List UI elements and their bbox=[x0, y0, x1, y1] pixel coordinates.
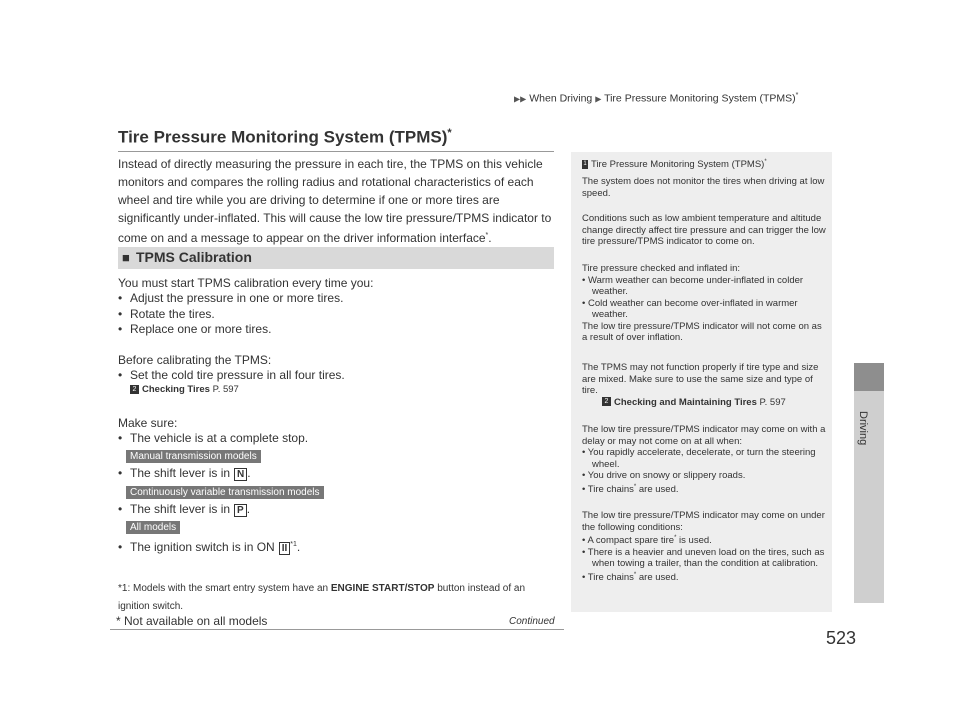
list-item: • Adjust the pressure in one or more tires. bbox=[118, 291, 344, 305]
footnote-button-name: ENGINE START/STOP bbox=[330, 583, 435, 594]
calibration-lead: You must start TPMS calibration every time you: bbox=[118, 276, 374, 290]
breadcrumb bbox=[514, 92, 798, 105]
sidebar-paragraph-6: The low tire pressure/TPMS indicator may come on under the following conditions: • A compact spare tire* is used. • There is a heavier and uneven load on the tires, such as when towing a trailer, than the condition at calibration. • Tire chains* are used. bbox=[582, 510, 827, 583]
bottom-divider bbox=[110, 629, 564, 630]
ignition-switch-item: • The ignition switch is in ON II $^{*1}$. bbox=[118, 540, 301, 554]
list-item: • You drive on snowy or slippery roads. bbox=[582, 470, 746, 481]
bullet-dot-icon: • bbox=[118, 306, 123, 321]
list-item: • You rapidly accelerate, decelerate, or turn the steering wheel. bbox=[582, 447, 816, 470]
section-title: TPMS Calibration bbox=[136, 249, 252, 265]
not-available-note: * Not available on all models bbox=[116, 614, 268, 628]
breadcrumb-arrow-icon: ▶ bbox=[595, 94, 602, 104]
footnote: *1: Models with the smart entry system have an ENGINE START/STOP button instead of an ignition switch. bbox=[118, 583, 526, 612]
page-title bbox=[118, 127, 452, 148]
sidebar-paragraph-1: The system does not monitor the tires when driving at low speed. bbox=[582, 176, 825, 199]
ignition-ii-key-icon: II bbox=[279, 542, 291, 555]
calibration-bullet-list bbox=[118, 291, 343, 338]
list-item: • Rotate the tires. bbox=[118, 306, 215, 321]
list-item: • A compact spare tire* is used. bbox=[582, 535, 712, 547]
reference-arrow-icon: 2 bbox=[130, 385, 139, 394]
title-divider bbox=[118, 151, 554, 152]
list-item: • Replace one or more tires. bbox=[118, 322, 272, 336]
list-item: • Warm weather can become under-inflated in colder weather. bbox=[582, 274, 804, 297]
page-title-text: Tire Pressure Monitoring System (TPMS) bbox=[118, 127, 448, 147]
bullet-dot-icon: • bbox=[118, 431, 123, 445]
continued-label: Continued bbox=[509, 616, 555, 627]
sidebar-paragraph-3: Tire pressure checked and inflated in: • Warm weather can become under-inflated in colder weather. • Cold weather can become over-inflated in warmer weather. The low tire pressure/TPMS indicator will not come on as a result of over inflation. bbox=[582, 263, 827, 344]
breadcrumb-item-when-driving[interactable]: When Driving bbox=[529, 92, 593, 105]
shift-n-key-icon: N bbox=[234, 468, 247, 481]
intro-paragraph bbox=[118, 155, 554, 247]
breadcrumb-mark: * bbox=[795, 92, 799, 99]
all-models-tag: All models bbox=[126, 521, 180, 534]
ignition-footnote-mark: *1 bbox=[290, 541, 297, 548]
sidebar-title: 1 Tire Pressure Monitoring System (TPMS)* bbox=[583, 159, 767, 171]
page-number: 523 bbox=[826, 628, 857, 648]
section-header bbox=[118, 247, 554, 269]
reference-arrow-icon: 2 bbox=[602, 397, 611, 406]
before-calibration-bullet: • Set the cold tire pressure in all four tires. bbox=[118, 368, 345, 382]
checking-tires-link[interactable]: 2 Checking Tires P. 597 bbox=[130, 384, 239, 395]
bullet-dot-icon: • bbox=[118, 368, 123, 382]
sidebar-paragraph-4: The TPMS may not function properly if tire type and size are mixed. Make sure to use the same size and type of tire. 2 Checking and Maintaining Tires P. 597 bbox=[582, 362, 827, 408]
sidebar-marker-icon: 1 bbox=[583, 161, 587, 168]
sidebar-paragraph-5: The low tire pressure/TPMS indicator may come on with a delay or may not come on at all when: • You rapidly accelerate, decelerate, or turn the steering wheel. • You drive on snowy or slippery roads. • Tire chains* are used. bbox=[582, 424, 826, 495]
manual-transmission-tag: Manual transmission models bbox=[126, 450, 261, 463]
intro-end: . bbox=[488, 231, 492, 245]
bullet-dot-icon: • bbox=[118, 540, 123, 554]
intro-mark: * bbox=[485, 232, 489, 239]
make-sure-bullet: • The vehicle is at a complete stop. bbox=[118, 431, 309, 445]
intro-text: Instead of directly measuring the pressure in each tire, the TPMS on this vehicle monitors and compares the rolling radius and rotational characteristics of each wheel and tire while you are driving to determine if one or more tires are significantly under-inflated. This will cause the low tire pressure/TPMS indicator to come on and a message to appear on the driver information interface bbox=[118, 157, 552, 245]
bullet-dot-icon: • bbox=[118, 291, 123, 305]
cvt-models-tag: Continuously variable transmission models bbox=[126, 486, 324, 499]
chapter-tab bbox=[854, 363, 884, 603]
section-square-icon: ■ bbox=[122, 250, 130, 265]
list-item: • There is a heavier and uneven load on the tires, such as when towing a trailer, than the condition at calibration. bbox=[582, 546, 825, 570]
shift-p-key-icon: P bbox=[234, 504, 247, 517]
shift-lever-n-item: • The shift lever is in N . bbox=[118, 466, 251, 480]
checking-maintaining-tires-link[interactable]: 2 Checking and Maintaining Tires P. 597 bbox=[582, 397, 827, 409]
breadcrumb-item-tpms[interactable]: Tire Pressure Monitoring System (TPMS) bbox=[604, 92, 796, 105]
chapter-tab-label[interactable]: Driving bbox=[857, 411, 869, 446]
list-item: • Tire chains* are used. bbox=[582, 571, 679, 583]
before-calibration-lead: Before calibrating the TPMS: bbox=[118, 353, 272, 367]
page-title-mark: * bbox=[447, 127, 452, 139]
breadcrumb-arrow-icon: ▶▶ bbox=[514, 94, 527, 104]
chapter-tab-marker bbox=[854, 363, 884, 391]
sidebar-paragraph-2: Conditions such as low ambient temperature and altitude change directly affect tire pressure and can trigger the low tire pressure/TPMS indicator to come on. bbox=[582, 213, 826, 247]
make-sure-lead: Make sure: bbox=[118, 416, 178, 430]
list-item: • Tire chains* are used. bbox=[582, 483, 679, 495]
list-item: • Cold weather can become over-inflated in warmer weather. bbox=[582, 297, 798, 320]
shift-lever-p-item: • The shift lever is in P . bbox=[118, 502, 251, 516]
bullet-dot-icon: • bbox=[118, 322, 123, 336]
bullet-dot-icon: • bbox=[118, 502, 123, 516]
bullet-dot-icon: • bbox=[118, 466, 123, 480]
